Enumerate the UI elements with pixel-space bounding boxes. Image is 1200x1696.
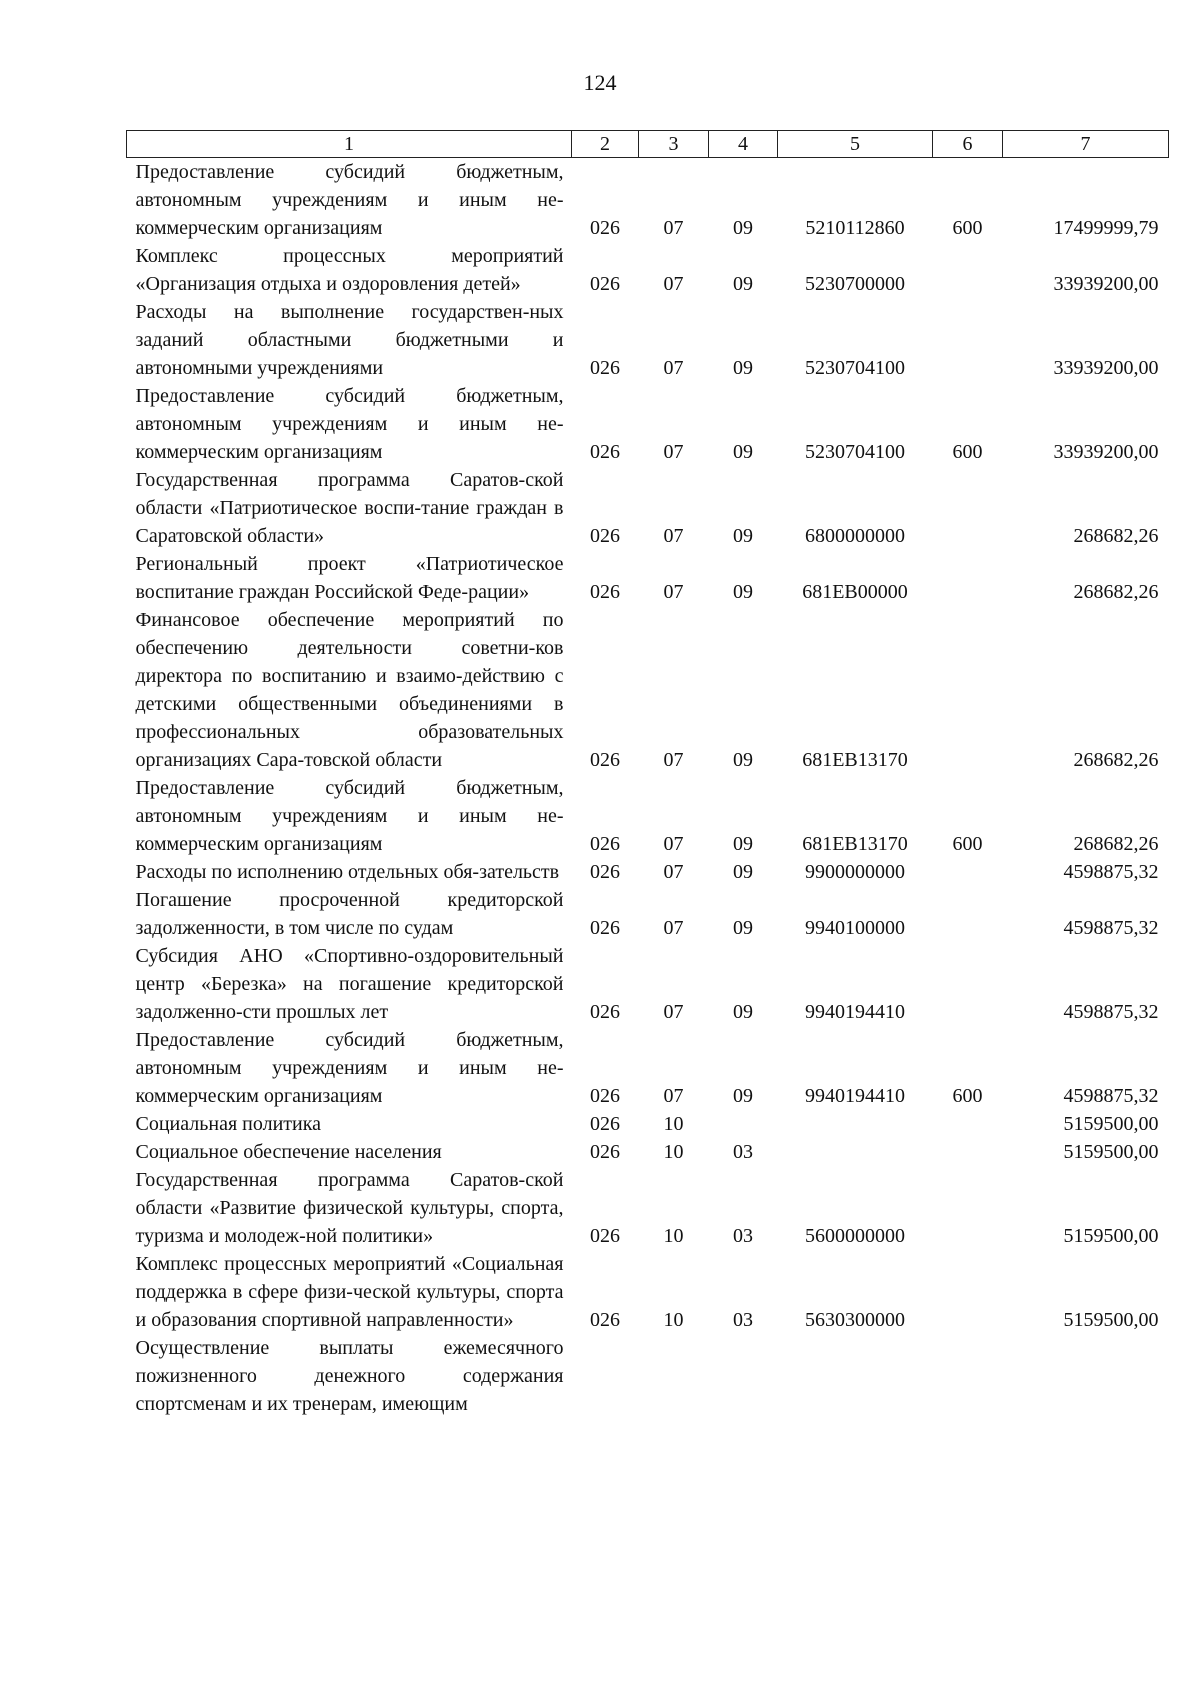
row-rz: 07 xyxy=(663,1001,684,1023)
budget-table xyxy=(126,130,1169,1418)
row-name: Расходы по исполнению отдельных обя-зательств xyxy=(135,861,560,883)
row-amount: 268682,26 xyxy=(1073,833,1159,855)
table-row xyxy=(127,1250,1169,1334)
row-amount xyxy=(1003,1334,1169,1418)
row-name: Комплекс процессных мероприятий «Социальная поддержка в сфере физи-ческой культуры, спорта и образования спортивной направленности» xyxy=(135,1253,564,1331)
row-rz xyxy=(639,1334,709,1418)
table-row xyxy=(127,466,1169,550)
row-csr: 9940194410 xyxy=(805,1085,905,1107)
row-amount: 268682,26 xyxy=(1073,581,1159,603)
row-vr xyxy=(933,242,1003,298)
column-header-csr: 5 xyxy=(778,131,933,158)
table-row xyxy=(127,886,1169,942)
table-row xyxy=(127,1138,1169,1166)
row-csr: 5230704100 xyxy=(805,441,905,463)
table-row xyxy=(127,158,1169,243)
row-csr: 5630300000 xyxy=(805,1309,905,1331)
row-rz: 10 xyxy=(663,1309,684,1331)
row-amount: 33939200,00 xyxy=(1053,357,1159,379)
row-rz: 07 xyxy=(663,749,684,771)
row-gr: 026 xyxy=(590,217,620,239)
row-csr: 5600000000 xyxy=(805,1225,905,1247)
column-header-rz: 3 xyxy=(639,131,709,158)
row-vr xyxy=(933,1334,1003,1418)
row-pr: 09 xyxy=(733,217,753,239)
row-pr xyxy=(709,1334,778,1418)
column-header-amount: 7 xyxy=(1003,131,1169,158)
row-rz: 10 xyxy=(663,1141,684,1163)
row-pr: 09 xyxy=(733,525,753,547)
row-gr: 026 xyxy=(590,441,620,463)
row-name: Субсидия АНО «Спортивно-оздоровительный центр «Березка» на погашение кредиторской задолженно-сти прошлых лет xyxy=(135,945,564,1023)
table-row xyxy=(127,1110,1169,1138)
row-csr: 9940100000 xyxy=(805,917,905,939)
row-csr: 5230704100 xyxy=(805,357,905,379)
row-amount: 5159500,00 xyxy=(1063,1113,1159,1135)
table-row xyxy=(127,1334,1169,1418)
table-header xyxy=(127,131,1169,158)
row-vr xyxy=(933,1250,1003,1334)
row-gr: 026 xyxy=(590,1001,620,1023)
row-name: Региональный проект «Патриотическое воспитание граждан Российской Феде-рации» xyxy=(135,553,564,603)
row-rz: 10 xyxy=(663,1225,684,1247)
row-name: Осуществление выплаты ежемесячного пожизненного денежного содержания спортсменам и их тренерам, имеющим xyxy=(135,1337,564,1415)
row-csr xyxy=(778,1110,933,1138)
row-gr: 026 xyxy=(590,749,620,771)
row-gr: 026 xyxy=(590,861,620,883)
row-gr: 026 xyxy=(590,1113,620,1135)
row-vr: 600 xyxy=(952,217,983,239)
row-pr: 09 xyxy=(733,1001,753,1023)
table-row xyxy=(127,858,1169,886)
row-vr xyxy=(933,606,1003,774)
row-name: Расходы на выполнение государствен-ных заданий областными бюджетными и автономными учреждениями xyxy=(135,301,564,379)
row-name: Социальное обеспечение населения xyxy=(135,1141,442,1163)
row-amount: 4598875,32 xyxy=(1063,861,1159,883)
row-rz: 07 xyxy=(663,273,684,295)
row-amount: 17499999,79 xyxy=(1053,217,1159,239)
table-row xyxy=(127,774,1169,858)
column-header-vr: 6 xyxy=(933,131,1003,158)
row-vr: 600 xyxy=(952,441,983,463)
row-pr: 09 xyxy=(733,861,753,883)
row-amount: 33939200,00 xyxy=(1053,441,1159,463)
table-row xyxy=(127,1166,1169,1250)
row-gr: 026 xyxy=(590,581,620,603)
row-vr xyxy=(933,1110,1003,1138)
row-csr: 5210112860 xyxy=(805,217,905,239)
table-row xyxy=(127,942,1169,1026)
row-pr: 09 xyxy=(733,581,753,603)
row-vr xyxy=(933,466,1003,550)
row-name: Комплекс процессных мероприятий «Организация отдыха и оздоровления детей» xyxy=(135,245,564,295)
row-csr xyxy=(778,1138,933,1166)
row-pr: 09 xyxy=(733,273,753,295)
row-rz: 10 xyxy=(663,1113,684,1135)
row-rz: 07 xyxy=(663,1085,684,1107)
row-pr: 09 xyxy=(733,441,753,463)
row-name: Предоставление субсидий бюджетным, автономным учреждениям и иным не-коммерческим организациям xyxy=(135,1029,564,1107)
row-rz: 07 xyxy=(663,917,684,939)
row-amount: 33939200,00 xyxy=(1053,273,1159,295)
row-csr: 6800000000 xyxy=(805,525,905,547)
row-csr: 9900000000 xyxy=(805,861,905,883)
row-pr: 09 xyxy=(733,357,753,379)
row-pr: 09 xyxy=(733,833,753,855)
row-vr xyxy=(933,298,1003,382)
row-csr: 681EB13170 xyxy=(802,749,908,771)
row-gr: 026 xyxy=(590,357,620,379)
row-amount: 4598875,32 xyxy=(1063,1001,1159,1023)
row-gr xyxy=(572,1334,639,1418)
row-rz: 07 xyxy=(663,861,684,883)
row-csr xyxy=(778,1334,933,1418)
row-gr: 026 xyxy=(590,1085,620,1107)
row-name: Социальная политика xyxy=(135,1113,322,1135)
row-pr: 09 xyxy=(733,1085,753,1107)
row-amount: 5159500,00 xyxy=(1063,1309,1159,1331)
row-amount: 4598875,32 xyxy=(1063,917,1159,939)
row-pr: 03 xyxy=(733,1309,753,1331)
row-gr: 026 xyxy=(590,525,620,547)
row-name: Финансовое обеспечение мероприятий по обеспечению деятельности советни-ков директора по воспитанию и взаимо-действию с детскими общественными объединениями в профессиональных образовательных организациях Сара-товской области xyxy=(135,609,564,771)
row-gr: 026 xyxy=(590,917,620,939)
table-row xyxy=(127,606,1169,774)
row-vr xyxy=(933,886,1003,942)
row-vr: 600 xyxy=(952,1085,983,1107)
row-amount: 268682,26 xyxy=(1073,749,1159,771)
column-header-name: 1 xyxy=(127,131,572,158)
row-rz: 07 xyxy=(663,581,684,603)
row-csr: 681EB00000 xyxy=(802,581,908,603)
row-pr xyxy=(709,1110,778,1138)
row-gr: 026 xyxy=(590,1225,620,1247)
row-pr: 09 xyxy=(733,749,753,771)
row-vr: 600 xyxy=(952,833,983,855)
row-name: Предоставление субсидий бюджетным, автономным учреждениям и иным не-коммерческим организациям xyxy=(135,161,564,239)
row-vr xyxy=(933,858,1003,886)
row-name: Погашение просроченной кредиторской задолженности, в том числе по судам xyxy=(135,889,564,939)
row-pr: 03 xyxy=(733,1225,753,1247)
row-vr xyxy=(933,942,1003,1026)
row-amount: 5159500,00 xyxy=(1063,1225,1159,1247)
row-amount: 268682,26 xyxy=(1073,525,1159,547)
row-gr: 026 xyxy=(590,833,620,855)
row-gr: 026 xyxy=(590,273,620,295)
row-vr xyxy=(933,550,1003,606)
row-rz: 07 xyxy=(663,357,684,379)
row-rz: 07 xyxy=(663,833,684,855)
table-body xyxy=(127,158,1169,1419)
row-pr: 09 xyxy=(733,917,753,939)
row-name: Государственная программа Саратов-ской области «Патриотическое воспи-тание граждан в Саратовской области» xyxy=(135,469,564,547)
table-row xyxy=(127,298,1169,382)
row-pr: 03 xyxy=(733,1141,753,1163)
row-amount: 5159500,00 xyxy=(1063,1141,1159,1163)
row-gr: 026 xyxy=(590,1309,620,1331)
table-row xyxy=(127,1026,1169,1110)
row-name: Предоставление субсидий бюджетным, автономным учреждениям и иным не-коммерческим организациям xyxy=(135,777,564,855)
table-row xyxy=(127,550,1169,606)
column-header-pr: 4 xyxy=(709,131,778,158)
row-csr: 681EB13170 xyxy=(802,833,908,855)
row-name: Предоставление субсидий бюджетным, автономным учреждениям и иным не-коммерческим организациям xyxy=(135,385,564,463)
row-gr: 026 xyxy=(590,1141,620,1163)
row-rz: 07 xyxy=(663,525,684,547)
row-vr xyxy=(933,1166,1003,1250)
table-row xyxy=(127,382,1169,466)
column-header-gr: 2 xyxy=(572,131,639,158)
row-vr xyxy=(933,1138,1003,1166)
header-row xyxy=(127,131,1169,158)
row-rz: 07 xyxy=(663,217,684,239)
row-amount: 4598875,32 xyxy=(1063,1085,1159,1107)
page-number: 124 xyxy=(583,70,617,95)
row-csr: 9940194410 xyxy=(805,1001,905,1023)
table-row xyxy=(127,242,1169,298)
row-name: Государственная программа Саратов-ской области «Развитие физической культуры, спорта, туризма и молодеж-ной политики» xyxy=(135,1169,564,1247)
row-csr: 5230700000 xyxy=(805,273,905,295)
row-rz: 07 xyxy=(663,441,684,463)
